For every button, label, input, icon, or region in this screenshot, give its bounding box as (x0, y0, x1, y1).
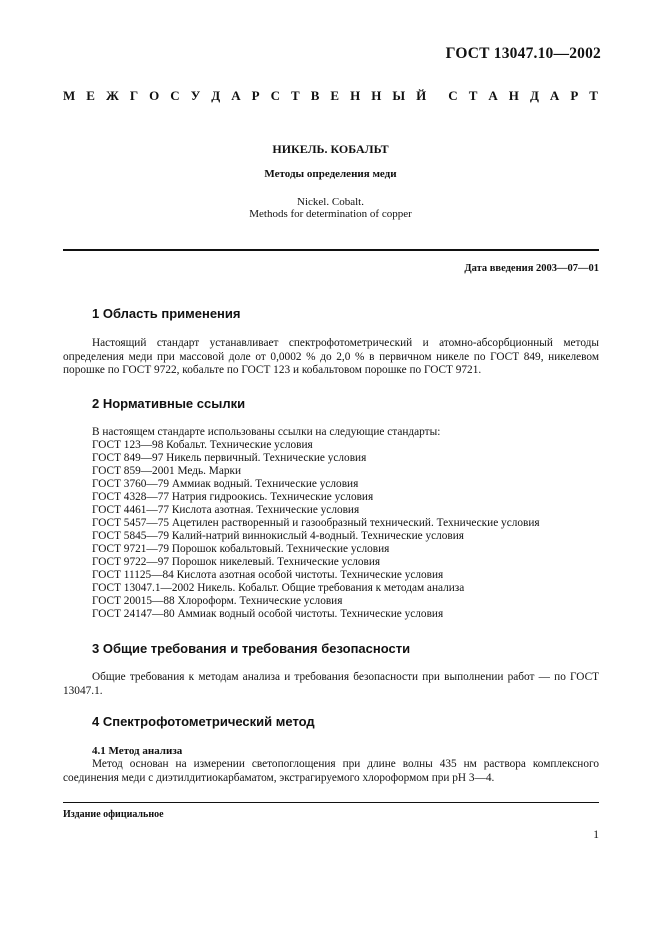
reference-item: ГОСТ 13047.1—2002 Никель. Кобальт. Общие требования к методам анализа (92, 582, 465, 594)
reference-item: ГОСТ 20015—88 Хлороформ. Технические условия (92, 595, 343, 607)
banner-letter: Г (129, 88, 139, 103)
english-title-line-1: Nickel. Cobalt. (297, 196, 364, 208)
section-4-heading: 4 Спектрофотометрический метод (92, 714, 315, 729)
reference-item: ГОСТ 5845—79 Калий-натрий виннокислый 4-водный. Технические условия (92, 530, 465, 542)
reference-item: ГОСТ 3760—79 Аммиак водный. Технические условия (92, 478, 359, 490)
reference-item: ГОСТ 123—98 Кобальт. Технические условия (92, 439, 313, 451)
reference-item: ГОСТ 849—97 Никель первичный. Технические условия (92, 452, 367, 464)
banner-letter: А (231, 88, 241, 103)
banner-letter: С (448, 88, 458, 103)
section-2-heading: 2 Нормативные ссылки (92, 396, 246, 411)
banner-letter: Ж (105, 88, 119, 103)
reference-item: ГОСТ 4328—77 Натрия гидроокись. Технические условия (92, 491, 374, 503)
banner-letter: А (488, 88, 498, 103)
section-1-heading: 1 Область применения (92, 306, 241, 321)
introduction-date: Дата введения 2003—07—01 (464, 263, 599, 274)
reference-item: ГОСТ 4461—77 Кислота азотная. Технические условия (92, 504, 360, 516)
reference-item: ГОСТ 11125—84 Кислота азотная особой чистоты. Технические условия (92, 569, 444, 581)
banner-letter: Р (570, 88, 579, 103)
banner-letter: Н (508, 88, 519, 103)
document-title: НИКЕЛЬ. КОБАЛЬТ (272, 142, 389, 156)
document-number: ГОСТ 13047.10—2002 (445, 45, 601, 62)
document-subtitle: Методы определения меди (264, 168, 397, 180)
banner-letter: Д (211, 88, 221, 103)
banner-letter: В (310, 88, 320, 103)
banner-letter: Н (350, 88, 361, 103)
reference-item: ГОСТ 5457—75 Ацетилен растворенный и газообразный технический. Технические условия (92, 517, 540, 529)
banner-letter: Й (416, 88, 427, 103)
section-3-heading: 3 Общие требования и требования безопасности (92, 641, 411, 656)
section-1-body: Настоящий стандарт устанавливает спектрофотометрический и атомно-абсорбционный методы определения меди при массовой доле от 0,0002 % до 2,0 % в первичном никеле по ГОСТ 849, никелевом порошке по ГОСТ 9722, кобальте по ГОСТ 123 и кобальтовом порошке по ГОСТ 9721. (63, 337, 599, 376)
section-1-text (63, 337, 599, 378)
banner-letter: Ы (392, 88, 406, 103)
banner-letter: О (149, 88, 160, 103)
banner-letter: С (270, 88, 280, 103)
banner-letter: М (63, 88, 76, 103)
section-3-text (63, 671, 599, 698)
banner-letter: Т (468, 88, 478, 103)
reference-item: ГОСТ 859—2001 Медь. Марки (92, 465, 242, 477)
title-divider (63, 249, 599, 251)
footer-divider (63, 802, 599, 803)
banner-letter: Т (291, 88, 300, 103)
page-number: 1 (593, 829, 599, 841)
banner-letter: А (549, 88, 560, 103)
reference-item: ГОСТ 9722—97 Порошок никелевый. Технические условия (92, 556, 381, 568)
official-edition-label: Издание официальное (63, 809, 164, 820)
reference-item: ГОСТ 9721—79 Порошок кобальтовый. Технические условия (92, 543, 390, 555)
banner-letter: Р (251, 88, 260, 103)
banner-letter: Е (86, 88, 95, 103)
reference-item: ГОСТ 24147—80 Аммиак водный особой чистоты. Технические условия (92, 608, 444, 620)
subsection-4-1-heading: 4.1 Метод анализа (92, 745, 183, 757)
banner-letter: Д (529, 88, 539, 103)
interstate-standard-banner (63, 88, 598, 104)
banner-letter: Н (371, 88, 382, 103)
banner-letter: Т (589, 88, 598, 103)
subsection-4-1-body: Метод основан на измерении светопоглощения при длине волны 435 нм раствора комплексного соединения меди с диэтилдитиокарбаматом, экстрагируемого хлороформом при pH 3—4. (63, 758, 599, 784)
banner-letter: С (170, 88, 180, 103)
banner-letter: У (190, 88, 201, 103)
banner-letter: Е (330, 88, 340, 103)
subsection-4-1-text (63, 758, 599, 785)
section-3-body: Общие требования к методам анализа и требования безопасности при выполнении работ — по ГОСТ 13047.1. (63, 671, 599, 697)
section-2-intro: В настоящем стандарте использованы ссылки на следующие стандарты: (92, 426, 441, 438)
english-title-line-2: Methods for determination of copper (249, 208, 412, 220)
